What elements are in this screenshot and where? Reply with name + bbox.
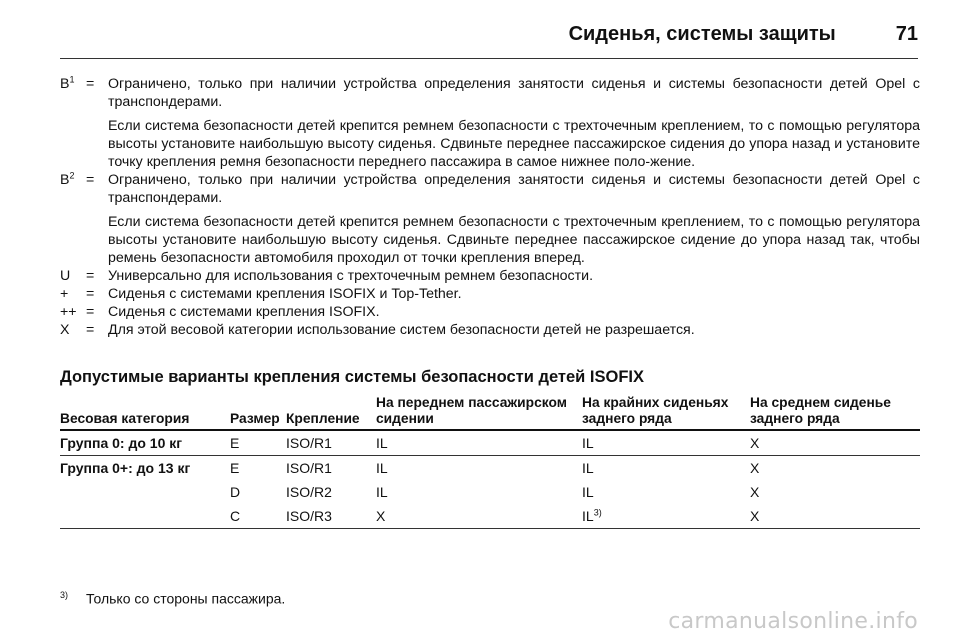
table-row [60, 456, 920, 481]
column-header: На крайних сиденьях заднего ряда [582, 395, 750, 430]
legend-paragraph: Сиденья с системами крепления ISOFIX и Top-Tether. [108, 286, 462, 302]
column-header: Крепление [286, 395, 376, 430]
section-title: Допустимые варианты крепления системы безопасности детей ISOFIX [60, 368, 644, 386]
legend-paragraph: Ограничено, только при наличии устройства определения занятости сиденья и системы безопасности детей Opel с транспондерами. [108, 172, 920, 206]
middle-rear-cell: X [750, 430, 920, 456]
header-divider [60, 58, 918, 59]
middle-rear-cell: X [750, 504, 920, 529]
fixture-cell: ISO/R1 [286, 460, 332, 476]
size-cell: D [230, 484, 241, 500]
legend-paragraph: Если система безопасности детей крепится ремнем безопасности с трехточечным креплением, то с помощью регулятора высоты установите наибольшую высоту сиденья. Сдвиньте переднее пассажирское сидение до упора назад так, чтобы ремень безопасности автомобиля проходил от точки крепления вперед. [108, 214, 920, 266]
size-cell: E [230, 430, 286, 456]
outer-rear-cell: IL [582, 484, 594, 500]
table-row [60, 504, 920, 529]
weight-group-cell [60, 504, 230, 529]
legend-key: $B^1$ [60, 74, 75, 92]
weight-group-cell [60, 480, 230, 504]
column-header: Размер [230, 395, 286, 430]
outer-rear-cell: IL$^{3)}$ [582, 504, 750, 529]
middle-rear-cell: X [750, 460, 760, 476]
column-header: На переднем пассажирском сидении [376, 395, 582, 430]
legend-text [108, 267, 920, 285]
weight-group-cell: Группа 0: до 10 кг [60, 430, 230, 456]
legend-item-b1 [60, 75, 920, 171]
legend-text [108, 321, 920, 339]
legend-text [108, 171, 920, 267]
legend-item-plus [60, 285, 920, 303]
page-title: Сиденья, системы защиты [568, 23, 836, 45]
weight-group-cell: Группа 0+: до 13 кг [60, 460, 191, 476]
fixture-cell: ISO/R1 [286, 430, 376, 456]
legend-equals: = [86, 304, 95, 320]
page-header [60, 16, 918, 46]
legend-paragraph: Для этой весовой категории использование систем безопасности детей не разрешается. [108, 322, 695, 338]
legend-equals: = [86, 268, 95, 284]
legend-equals: = [86, 172, 95, 188]
legend-paragraph: Если система безопасности детей крепится ремнем безопасности с трехточечным креплением, то с помощью регулятора высоты установите наибольшую высоту сиденья. Сдвиньте переднее пассажирское сидения до упора назад и установите точку крепления ремня безопасности переднего пассажира в самое нижнее поло-жение. [108, 118, 920, 170]
size-cell: C [230, 504, 286, 529]
table-row [60, 480, 920, 504]
front-seat-cell: IL [376, 484, 388, 500]
size-cell: E [230, 460, 240, 476]
front-seat-cell: IL [376, 430, 582, 456]
legend-list [60, 75, 920, 339]
legend-item-double-plus [60, 303, 920, 321]
front-seat-cell: X [376, 504, 582, 529]
column-header: На среднем сиденье заднего ряда [750, 395, 920, 430]
legend-text [108, 303, 920, 321]
front-seat-cell: IL [376, 460, 388, 476]
legend-equals: = [86, 322, 95, 338]
legend-paragraph: Ограничено, только при наличии устройства определения занятости сиденья и системы безопасности детей Opel с транспондерами. [108, 76, 920, 110]
legend-item-b2 [60, 171, 920, 267]
isofix-table [60, 395, 920, 529]
legend-item-x [60, 321, 920, 339]
legend-key: X [60, 322, 70, 338]
footnote-mark: 3) [60, 590, 69, 600]
fixture-cell: ISO/R3 [286, 504, 376, 529]
table-header-row [60, 395, 920, 430]
legend-text [108, 285, 920, 303]
outer-rear-cell: IL [582, 460, 594, 476]
legend-key: U [60, 268, 71, 284]
page-number: 71 [895, 23, 918, 45]
legend-paragraph: Универсально для использования с трехточечным ремнем безопасности. [108, 268, 594, 284]
legend-key: ++ [60, 304, 77, 320]
table-row [60, 430, 920, 456]
watermark: carmanualsonline.info [668, 609, 918, 634]
footnote [60, 590, 285, 607]
legend-key: $B^2$ [60, 170, 75, 188]
outer-rear-cell: IL [582, 430, 750, 456]
column-header: Весовая категория [60, 395, 230, 430]
legend-item-u [60, 267, 920, 285]
legend-paragraph: Сиденья с системами крепления ISOFIX. [108, 304, 380, 320]
legend-equals: = [86, 76, 95, 92]
legend-key: + [60, 286, 69, 302]
legend-text [108, 75, 920, 171]
fixture-cell: ISO/R2 [286, 484, 332, 500]
middle-rear-cell: X [750, 484, 760, 500]
legend-equals: = [86, 286, 95, 302]
footnote-text: Только со стороны пассажира. [86, 590, 286, 607]
